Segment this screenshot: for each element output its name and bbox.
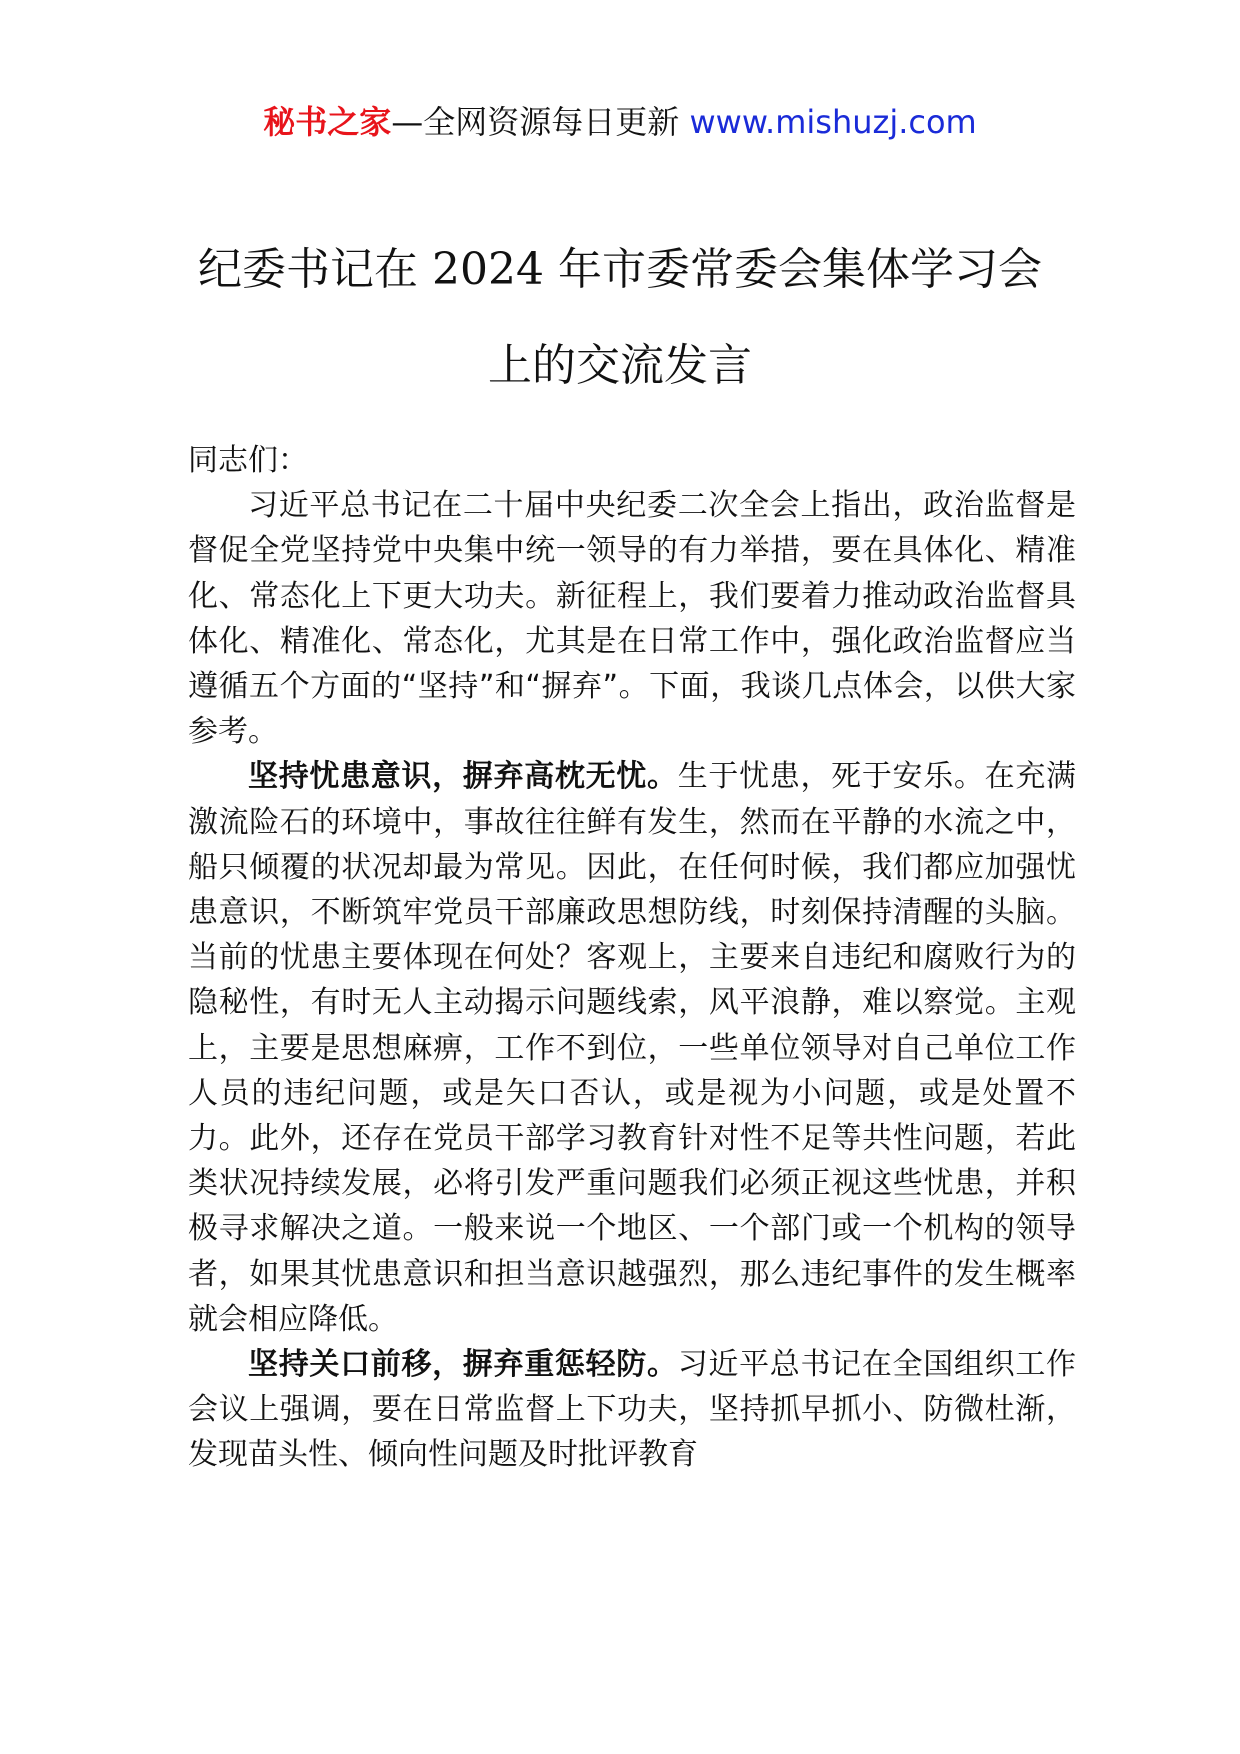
- paragraph-vigilance-heading: 坚持忧患意识，摒弃高枕无忧。: [248, 759, 678, 795]
- paragraph-vigilance-text: 生于忧患，死于安乐。在充满激流险石的环境中，事故往往鲜有发生，然而在平静的水流之中，船只倾覆的状况却最为常见。因此，在任何时候，我们都应加强忧患意识，不断筑牢党员干部廉政思想防线，时刻保持清醒的头脑。当前的忧患主要体现在何处？客观上，主要来自违纪和腐败行为的隐秘性，有时无人主动揭示问题线索，风平浪静，难以察觉。主观上，主要是思想麻痹，工作不到位，一些单位领导对自己单位工作人员的违纪问题，或是矢口否认，或是视为小问题，或是处置不力。此外，还存在党员干部学习教育针对性不足等共性问题，若此类状况持续发展，必将引发严重问题我们必须正视这些忧患，并积极寻求解决之道。一般来说一个地区、一个部门或一个机构的领导者，如果其忧患意识和担当意识越强烈，那么违纪事件的发生概率就会相应降低。: [188, 759, 1077, 1337]
- paragraph-prevention-heading: 坚持关口前移，摒弃重惩轻防。: [248, 1347, 678, 1383]
- paragraph-vigilance: [188, 754, 1076, 1342]
- site-header: [0, 100, 1240, 144]
- site-tagline: —全网资源每日更新: [391, 103, 690, 141]
- title-line-1: 纪委书记在 2024 年市委常委会集体学习会: [198, 244, 1042, 295]
- paragraph-prevention-text: 习近平总书记在全国组织工作会议上强调，要在日常监督上下功夫，坚持抓早抓小、防微杜渐，发现苗头性、倾向性问题及时批评教育: [188, 1347, 1077, 1473]
- title-line-2: 上的交流发言: [488, 340, 752, 391]
- document-body: [188, 438, 1076, 1478]
- site-name: 秘书之家: [263, 103, 392, 141]
- paragraph-intro: 习近平总书记在二十届中央纪委二次全会上指出，政治监督是督促全党坚持党中央集中统一领导的有力举措，要在具体化、精准化、常态化上下更大功夫。新征程上，我们要着力推动政治监督具体化、精准化、常态化，尤其是在日常工作中，强化政治监督应当遵循五个方面的“坚持”和“摒弃”。下面，我谈几点体会，以供大家参考。: [188, 488, 1076, 750]
- document-title: [150, 222, 1090, 414]
- paragraph-prevention: [188, 1342, 1076, 1478]
- site-url-link[interactable]: www.mishuzj.com: [689, 103, 977, 141]
- salutation: 同志们：: [188, 443, 308, 478]
